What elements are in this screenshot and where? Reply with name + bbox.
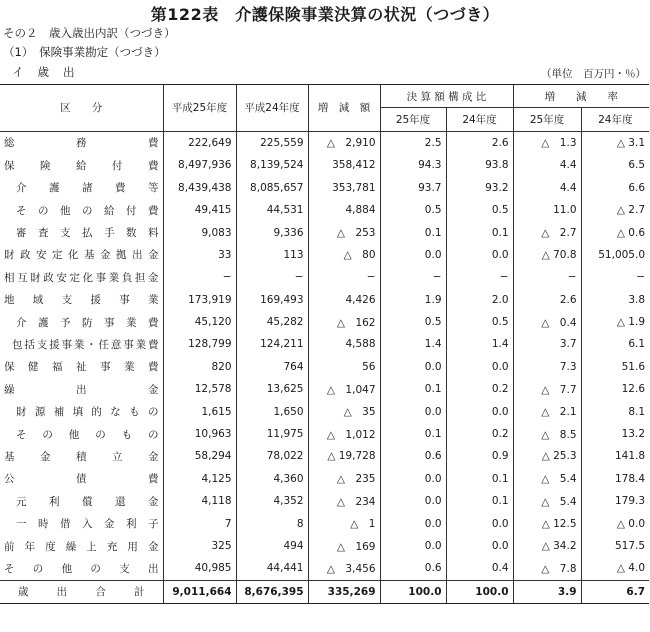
- cell-v24: 8: [236, 512, 308, 534]
- cell-diff: 56: [308, 356, 380, 378]
- cell-g25: △ 34.2: [513, 535, 581, 557]
- cell-r24: 0.1: [446, 490, 513, 512]
- cell-r25: −: [380, 266, 446, 288]
- cell-diff: △ 162: [308, 311, 380, 333]
- cell-v24: 225,559: [236, 131, 308, 154]
- cell-r24: 2.0: [446, 289, 513, 311]
- cell-r24: 0.5: [446, 311, 513, 333]
- cell-v24: 78,022: [236, 445, 308, 467]
- cell-g24: 141.8: [581, 445, 649, 467]
- cell-diff: 353,781: [308, 177, 380, 199]
- row-label: その他のもの: [16, 428, 159, 441]
- table-row: [0, 199, 649, 221]
- cell-diff: △ 1,047: [308, 378, 380, 400]
- cell-diff: −: [308, 266, 380, 288]
- row-label: 元利償還金: [16, 495, 159, 508]
- cell-g24: 8.1: [581, 400, 649, 422]
- cell-v25: 45,120: [163, 311, 236, 333]
- cell-v25: 9,083: [163, 221, 236, 243]
- cell-g25: △ 2.1: [513, 400, 581, 422]
- cell-v25: 8,497,936: [163, 154, 236, 176]
- cell-v24: −: [236, 266, 308, 288]
- header-ratio-25: 25年度: [380, 108, 446, 131]
- cell-g25: 4.4: [513, 177, 581, 199]
- cell-v24: 44,441: [236, 557, 308, 580]
- row-label: 繰出金: [4, 383, 159, 396]
- table-row: [0, 266, 649, 288]
- header-category: 区 分: [0, 85, 163, 132]
- cell-v25: 40,985: [163, 557, 236, 580]
- cell-g25: △ 8.5: [513, 423, 581, 445]
- cell-v25: 58,294: [163, 445, 236, 467]
- cell-r24: 0.0: [446, 535, 513, 557]
- cell-g25: 7.3: [513, 356, 581, 378]
- cell-v25: 8,439,438: [163, 177, 236, 199]
- table-row: [0, 289, 649, 311]
- header-ratio: 決 算 額 構 成 比: [380, 85, 513, 108]
- row-label: 地域支援事業: [4, 294, 159, 307]
- cell-g25: △ 25.3: [513, 445, 581, 467]
- row-label: 総務費: [4, 137, 159, 150]
- cell-r24: 0.0: [446, 512, 513, 534]
- cell-diff: 4,884: [308, 199, 380, 221]
- table-row: [0, 333, 649, 355]
- cell-r25: 0.0: [380, 512, 446, 534]
- cell-r25: 0.0: [380, 356, 446, 378]
- row-label: 基金積立金: [4, 450, 159, 463]
- cell-diff: 335,269: [308, 580, 380, 603]
- cell-diff: △ 19,728: [308, 445, 380, 467]
- cell-g25: △ 70.8: [513, 244, 581, 266]
- expenditure-heading: イ歳出: [12, 65, 89, 79]
- row-label: 包括支援事業・任意事業費: [12, 338, 159, 351]
- table-row: [0, 468, 649, 490]
- cell-g25: △ 7.8: [513, 557, 581, 580]
- cell-g25: △ 12.5: [513, 512, 581, 534]
- cell-g25: △ 7.7: [513, 378, 581, 400]
- row-label: 歳出合計: [0, 580, 163, 603]
- cell-g25: −: [513, 266, 581, 288]
- expenditure-table: [0, 84, 649, 604]
- cell-v24: 9,336: [236, 221, 308, 243]
- cell-v24: 764: [236, 356, 308, 378]
- cell-v24: 169,493: [236, 289, 308, 311]
- cell-diff: △ 3,456: [308, 557, 380, 580]
- row-label: 財源補填的なもの: [16, 406, 159, 419]
- cell-r25: 0.1: [380, 423, 446, 445]
- cell-g24: 6.5: [581, 154, 649, 176]
- cell-r25: 1.4: [380, 333, 446, 355]
- cell-g25: △ 5.4: [513, 468, 581, 490]
- table-body: [0, 131, 649, 603]
- cell-r24: 0.9: [446, 445, 513, 467]
- cell-diff: 4,588: [308, 333, 380, 355]
- header-h24: 平成24年度: [236, 85, 308, 132]
- cell-g24: △ 0.6: [581, 221, 649, 243]
- cell-r25: 93.7: [380, 177, 446, 199]
- table-row: [0, 221, 649, 243]
- cell-g24: 3.8: [581, 289, 649, 311]
- cell-v24: 8,085,657: [236, 177, 308, 199]
- cell-g24: 13.2: [581, 423, 649, 445]
- row-label: 介護諸費等: [16, 182, 159, 195]
- row-label: 一時借入金利子: [16, 518, 159, 531]
- unit-note: （単位 百万円・％）: [541, 68, 646, 80]
- cell-g25: 3.9: [513, 580, 581, 603]
- cell-r25: 0.0: [380, 535, 446, 557]
- cell-g24: △ 0.0: [581, 512, 649, 534]
- cell-v25: 222,649: [163, 131, 236, 154]
- cell-r24: 2.6: [446, 131, 513, 154]
- table-row: [0, 512, 649, 534]
- cell-g24: 6.7: [581, 580, 649, 603]
- cell-g25: 11.0: [513, 199, 581, 221]
- cell-g25: △ 5.4: [513, 490, 581, 512]
- cell-g25: 3.7: [513, 333, 581, 355]
- cell-v25: 33: [163, 244, 236, 266]
- cell-r24: 0.0: [446, 356, 513, 378]
- cell-diff: △ 80: [308, 244, 380, 266]
- cell-r24: −: [446, 266, 513, 288]
- cell-r25: 0.5: [380, 199, 446, 221]
- cell-v25: 128,799: [163, 333, 236, 355]
- cell-r24: 93.2: [446, 177, 513, 199]
- cell-v25: 12,578: [163, 378, 236, 400]
- table-row: [0, 177, 649, 199]
- cell-diff: △ 169: [308, 535, 380, 557]
- cell-diff: △ 234: [308, 490, 380, 512]
- cell-diff: 4,426: [308, 289, 380, 311]
- cell-r24: 93.8: [446, 154, 513, 176]
- cell-r25: 1.9: [380, 289, 446, 311]
- cell-r24: 0.0: [446, 400, 513, 422]
- cell-r25: 0.6: [380, 445, 446, 467]
- cell-r25: 0.5: [380, 311, 446, 333]
- cell-diff: △ 1,012: [308, 423, 380, 445]
- header-rate-25: 25年度: [513, 108, 581, 131]
- total-row: [0, 580, 649, 603]
- cell-diff: △ 35: [308, 400, 380, 422]
- cell-v24: 13,625: [236, 378, 308, 400]
- cell-v25: 10,963: [163, 423, 236, 445]
- table-title: 第122表 介護保険事業決算の状況（つづき）: [150, 5, 500, 24]
- table-row: [0, 244, 649, 266]
- cell-diff: 358,412: [308, 154, 380, 176]
- cell-r24: 0.2: [446, 423, 513, 445]
- table-row: [0, 490, 649, 512]
- cell-g25: 2.6: [513, 289, 581, 311]
- header-ratio-24: 24年度: [446, 108, 513, 131]
- row-label: 介護予防事業費: [16, 316, 159, 329]
- cell-v25: 325: [163, 535, 236, 557]
- header-change: 増 減 額: [308, 85, 380, 132]
- cell-r24: 100.0: [446, 580, 513, 603]
- cell-r24: 0.2: [446, 378, 513, 400]
- cell-v25: 4,118: [163, 490, 236, 512]
- cell-g24: 12.6: [581, 378, 649, 400]
- cell-g25: △ 2.7: [513, 221, 581, 243]
- cell-v24: 113: [236, 244, 308, 266]
- cell-r24: 0.4: [446, 557, 513, 580]
- cell-r25: 0.6: [380, 557, 446, 580]
- section-subtitle: その２ 歳入歳出内訳（つづき）: [3, 26, 176, 40]
- cell-v25: 7: [163, 512, 236, 534]
- cell-g25: △ 1.3: [513, 131, 581, 154]
- cell-r25: 0.1: [380, 221, 446, 243]
- cell-v24: 11,975: [236, 423, 308, 445]
- cell-g24: −: [581, 266, 649, 288]
- cell-r25: 0.0: [380, 400, 446, 422]
- table-row: [0, 154, 649, 176]
- cell-g24: 178.4: [581, 468, 649, 490]
- cell-v24: 1,650: [236, 400, 308, 422]
- cell-g24: △ 2.7: [581, 199, 649, 221]
- cell-diff: △ 2,910: [308, 131, 380, 154]
- cell-v25: 173,919: [163, 289, 236, 311]
- cell-v24: 8,676,395: [236, 580, 308, 603]
- cell-g24: △ 3.1: [581, 131, 649, 154]
- header-h25: 平成25年度: [163, 85, 236, 132]
- table-row: [0, 400, 649, 422]
- cell-r24: 0.0: [446, 244, 513, 266]
- cell-v24: 4,352: [236, 490, 308, 512]
- cell-v25: 1,615: [163, 400, 236, 422]
- cell-v24: 44,531: [236, 199, 308, 221]
- table-row: [0, 131, 649, 154]
- cell-diff: △ 1: [308, 512, 380, 534]
- cell-v25: 49,415: [163, 199, 236, 221]
- table-row: [0, 557, 649, 580]
- row-label: 財政安定化基金拠出金: [4, 249, 159, 262]
- header-rate-24: 24年度: [581, 108, 649, 131]
- account-subtitle: （1） 保険事業勘定（つづき）: [3, 45, 166, 59]
- row-label: 保健福祉事業費: [4, 361, 159, 374]
- cell-g24: 51.6: [581, 356, 649, 378]
- cell-v25: 820: [163, 356, 236, 378]
- cell-g24: 179.3: [581, 490, 649, 512]
- header-rate: 増 減 率: [513, 85, 649, 108]
- cell-r24: 1.4: [446, 333, 513, 355]
- cell-v24: 494: [236, 535, 308, 557]
- table-row: [0, 445, 649, 467]
- cell-r25: 0.1: [380, 378, 446, 400]
- cell-v24: 124,211: [236, 333, 308, 355]
- cell-g24: 6.1: [581, 333, 649, 355]
- table-row: [0, 378, 649, 400]
- cell-r24: 0.1: [446, 468, 513, 490]
- cell-v25: −: [163, 266, 236, 288]
- row-label: その他の支出: [4, 562, 159, 575]
- table-row: [0, 311, 649, 333]
- row-label: 審査支払手数料: [16, 227, 159, 240]
- cell-r24: 0.5: [446, 199, 513, 221]
- cell-v24: 4,360: [236, 468, 308, 490]
- cell-r25: 0.0: [380, 244, 446, 266]
- row-label: その他の給付費: [16, 204, 159, 217]
- cell-g24: 6.6: [581, 177, 649, 199]
- table-row: [0, 535, 649, 557]
- row-label: 相互財政安定化事業負担金: [4, 271, 159, 284]
- cell-r25: 2.5: [380, 131, 446, 154]
- cell-v24: 8,139,524: [236, 154, 308, 176]
- cell-v24: 45,282: [236, 311, 308, 333]
- cell-v25: 4,125: [163, 468, 236, 490]
- cell-r24: 0.1: [446, 221, 513, 243]
- row-label: 保険給付費: [4, 159, 159, 172]
- cell-r25: 0.0: [380, 468, 446, 490]
- cell-r25: 100.0: [380, 580, 446, 603]
- cell-g24: △ 4.0: [581, 557, 649, 580]
- cell-diff: △ 253: [308, 221, 380, 243]
- cell-v25: 9,011,664: [163, 580, 236, 603]
- cell-diff: △ 235: [308, 468, 380, 490]
- table-row: [0, 423, 649, 445]
- cell-g24: 517.5: [581, 535, 649, 557]
- cell-g25: △ 0.4: [513, 311, 581, 333]
- cell-r25: 94.3: [380, 154, 446, 176]
- table-row: [0, 356, 649, 378]
- cell-r25: 0.0: [380, 490, 446, 512]
- cell-g24: 51,005.0: [581, 244, 649, 266]
- cell-g25: 4.4: [513, 154, 581, 176]
- row-label: 前年度繰上充用金: [4, 540, 159, 553]
- cell-g24: △ 1.9: [581, 311, 649, 333]
- row-label: 公債費: [4, 473, 159, 486]
